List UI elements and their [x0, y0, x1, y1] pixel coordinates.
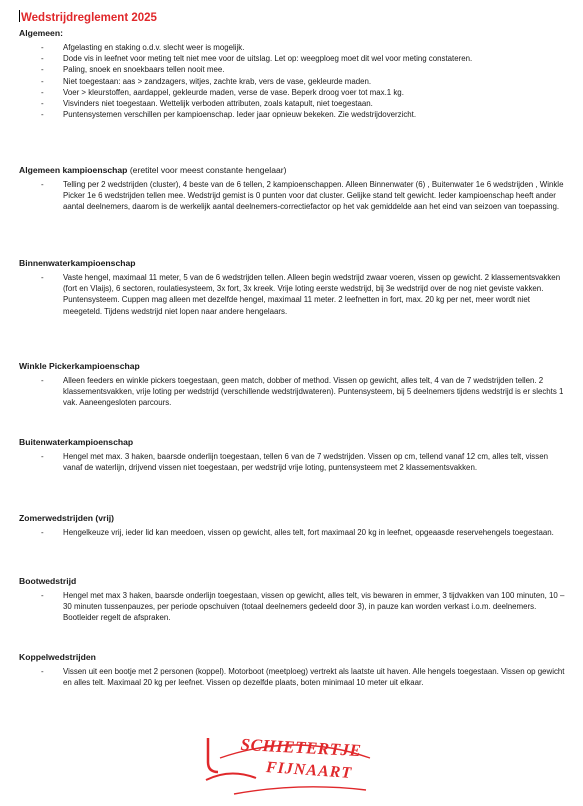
bullet-list: [19, 527, 569, 538]
bullet-list: [19, 42, 569, 120]
section-bootwedstrijd: [19, 576, 569, 624]
list-item: - Telling per 2 wedstrijden (cluster), 4 beste van de 6 tellen, 2 kampioenschappen. Alleen Binnenwater (6) , Buitenwater 1e 6 wedstrijden , Winkle Picker 1e 6 wedstrijden tellen mee. Wedstrijd gemist is 0 punten voor dat cluster. Gelijke stand telt gewicht. Ieder kampioenschap heeft ander aantal deelnemers, daarom is de werkelijk aantal deelnemers-correctiefactor op het vak gemiddelde aan het eind van seizoen van toepassing.: [19, 179, 569, 213]
list-item: - Paling, snoek en snoekbaars tellen nooit mee.: [19, 64, 569, 75]
list-item: - Vissen uit een bootje met 2 personen (koppel). Motorboot (meetploeg) vertrekt als laatste uit haven. Alle hengels toegestaan. Vissen op gewicht en alles telt. Maximaal 20 kg per leefnet. Vissen op dezelfde plaats, boten minimaal 10 meter uit elkaar.: [19, 666, 569, 688]
section-heading: Winkle Pickerkampioenschap: [19, 361, 140, 371]
list-item: - Hengelkeuze vrij, ieder lid kan meedoen, vissen op gewicht, alles telt, fort maximaal 20 kg in leefnet, opgeaasde reservehengels toegestaan.: [19, 527, 569, 538]
bullet-list: [19, 375, 569, 409]
section-koppelwedstrijden: [19, 652, 569, 688]
text-cursor: [19, 10, 20, 22]
section-buitenwater: [19, 437, 569, 473]
section-heading-text: Algemeen kampioenschap: [19, 165, 128, 175]
section-zomerwedstrijden: [19, 513, 569, 538]
logo-wordmark-town: FIJNAART: [265, 759, 353, 782]
list-item: - Voer > kleurstoffen, aardappel, gekleurde maden, verse de vase. Beperk droog voer tot max.1 kg.: [19, 87, 569, 98]
bullet-list: [19, 451, 569, 473]
section-binnenwater: [19, 258, 569, 317]
list-item: - Puntensystemen verschillen per kampioenschap. Ieder jaar opnieuw bekeken. Zie wedstrijdoverzicht.: [19, 109, 569, 120]
bullet-list: [19, 666, 569, 688]
section-algemeen-kampioenschap: [19, 165, 569, 213]
fish-hook-icon: [208, 738, 218, 772]
list-item: - Hengel met max. 3 haken, baarsde onderlijn toegestaan, tellen 6 van de 7 wedstrijden. Vissen op cm, tellend vanaf 12 cm, alles telt, vissen vanaf de waterlijn, drijvend vissen niet toegestaan, per wedstrijd vrije loting, puntensysteem met 2 klassementsvakken.: [19, 451, 569, 473]
section-algemeen: [19, 28, 569, 120]
section-heading: Koppelwedstrijden: [19, 652, 96, 662]
section-heading: Binnenwaterkampioenschap: [19, 258, 136, 268]
bullet-list: [19, 179, 569, 213]
section-heading: Zomerwedstrijden (vrij): [19, 513, 115, 523]
document-title: [19, 10, 157, 24]
section-heading: Buitenwaterkampioenschap: [19, 437, 134, 447]
list-item: - Vaste hengel, maximaal 11 meter, 5 van de 6 wedstrijden tellen. Alleen begin wedstrijd zwaar voeren, vissen op gewicht. 2 klassementsvakken (fort en Vlaijs), 6 sectoren, roulatiesysteem, 3x fort, 3x kreek. Vrije loting eerste wedstrijd, bij 3e wedstrijd over de nog niet geviste vakken. Puntensysteem. Cuppen mag alleen met dezelfde hengel, maximaal 11 meter. 2 leefnetten in fort, max. 20 kg per net, meer wordt niet meegeteld. Tijdens wedstrijd niet lopen naar andere hengelaars.: [19, 272, 569, 317]
section-winkle-picker: [19, 361, 569, 409]
list-item: - Afgelasting en staking o.d.v. slecht weer is mogelijk.: [19, 42, 569, 53]
section-heading: Algemeen:: [19, 28, 63, 38]
bullet-list: [19, 590, 569, 624]
section-heading-note: (eretitel voor meest constante hengelaar): [129, 165, 287, 175]
bullet-list: [19, 272, 569, 317]
list-item: - Niet toegestaan: aas > zandzagers, witjes, zachte krab, vers de vase, gekleurde maden.: [19, 76, 569, 87]
logo-wordmark: SCHIETERTJE: [240, 734, 362, 761]
logo-arc-bottom: [234, 787, 366, 794]
document-title-text: Wedstrijdreglement 2025: [21, 12, 157, 24]
list-item: - Hengel met max 3 haken, baarsde onderlijn toegestaan, vissen op gewicht, alles telt, vis bewaren in emmer, 3 tijdvakken van 100 minuten, 10 – 30 minuten tussenpauzes, per periode opschuiven (totaal deelnemers gedeeld door 3), in pauze kan worden verkast i.o.m. deelnemers. Bootleider regelt de afspraken.: [19, 590, 569, 624]
list-item: - Dode vis in leefnet voor meting telt niet mee voor de uitslag. Let op: weegploeg moet dit wel voor meting constateren.: [19, 53, 569, 64]
section-heading: Bootwedstrijd: [19, 576, 77, 586]
list-item: - Alleen feeders en winkle pickers toegestaan, geen match, dobber of method. Vissen op gewicht, alles telt, 4 van de 7 wedstrijden tellen. 2 klassementsvakken, vrije loting per wedstrijd (verschillende wedstrijdwateren). Puntensysteem, bij 5 deelnemers tijdens wedstrijd is er slechts 1 vak. Aaneengesloten parcours.: [19, 375, 569, 409]
list-item: - Visvinders niet toegestaan. Wettelijk verboden attributen, zoals katapult, niet toegestaan.: [19, 98, 569, 109]
section-heading: [19, 165, 569, 176]
club-logo: [200, 728, 390, 798]
